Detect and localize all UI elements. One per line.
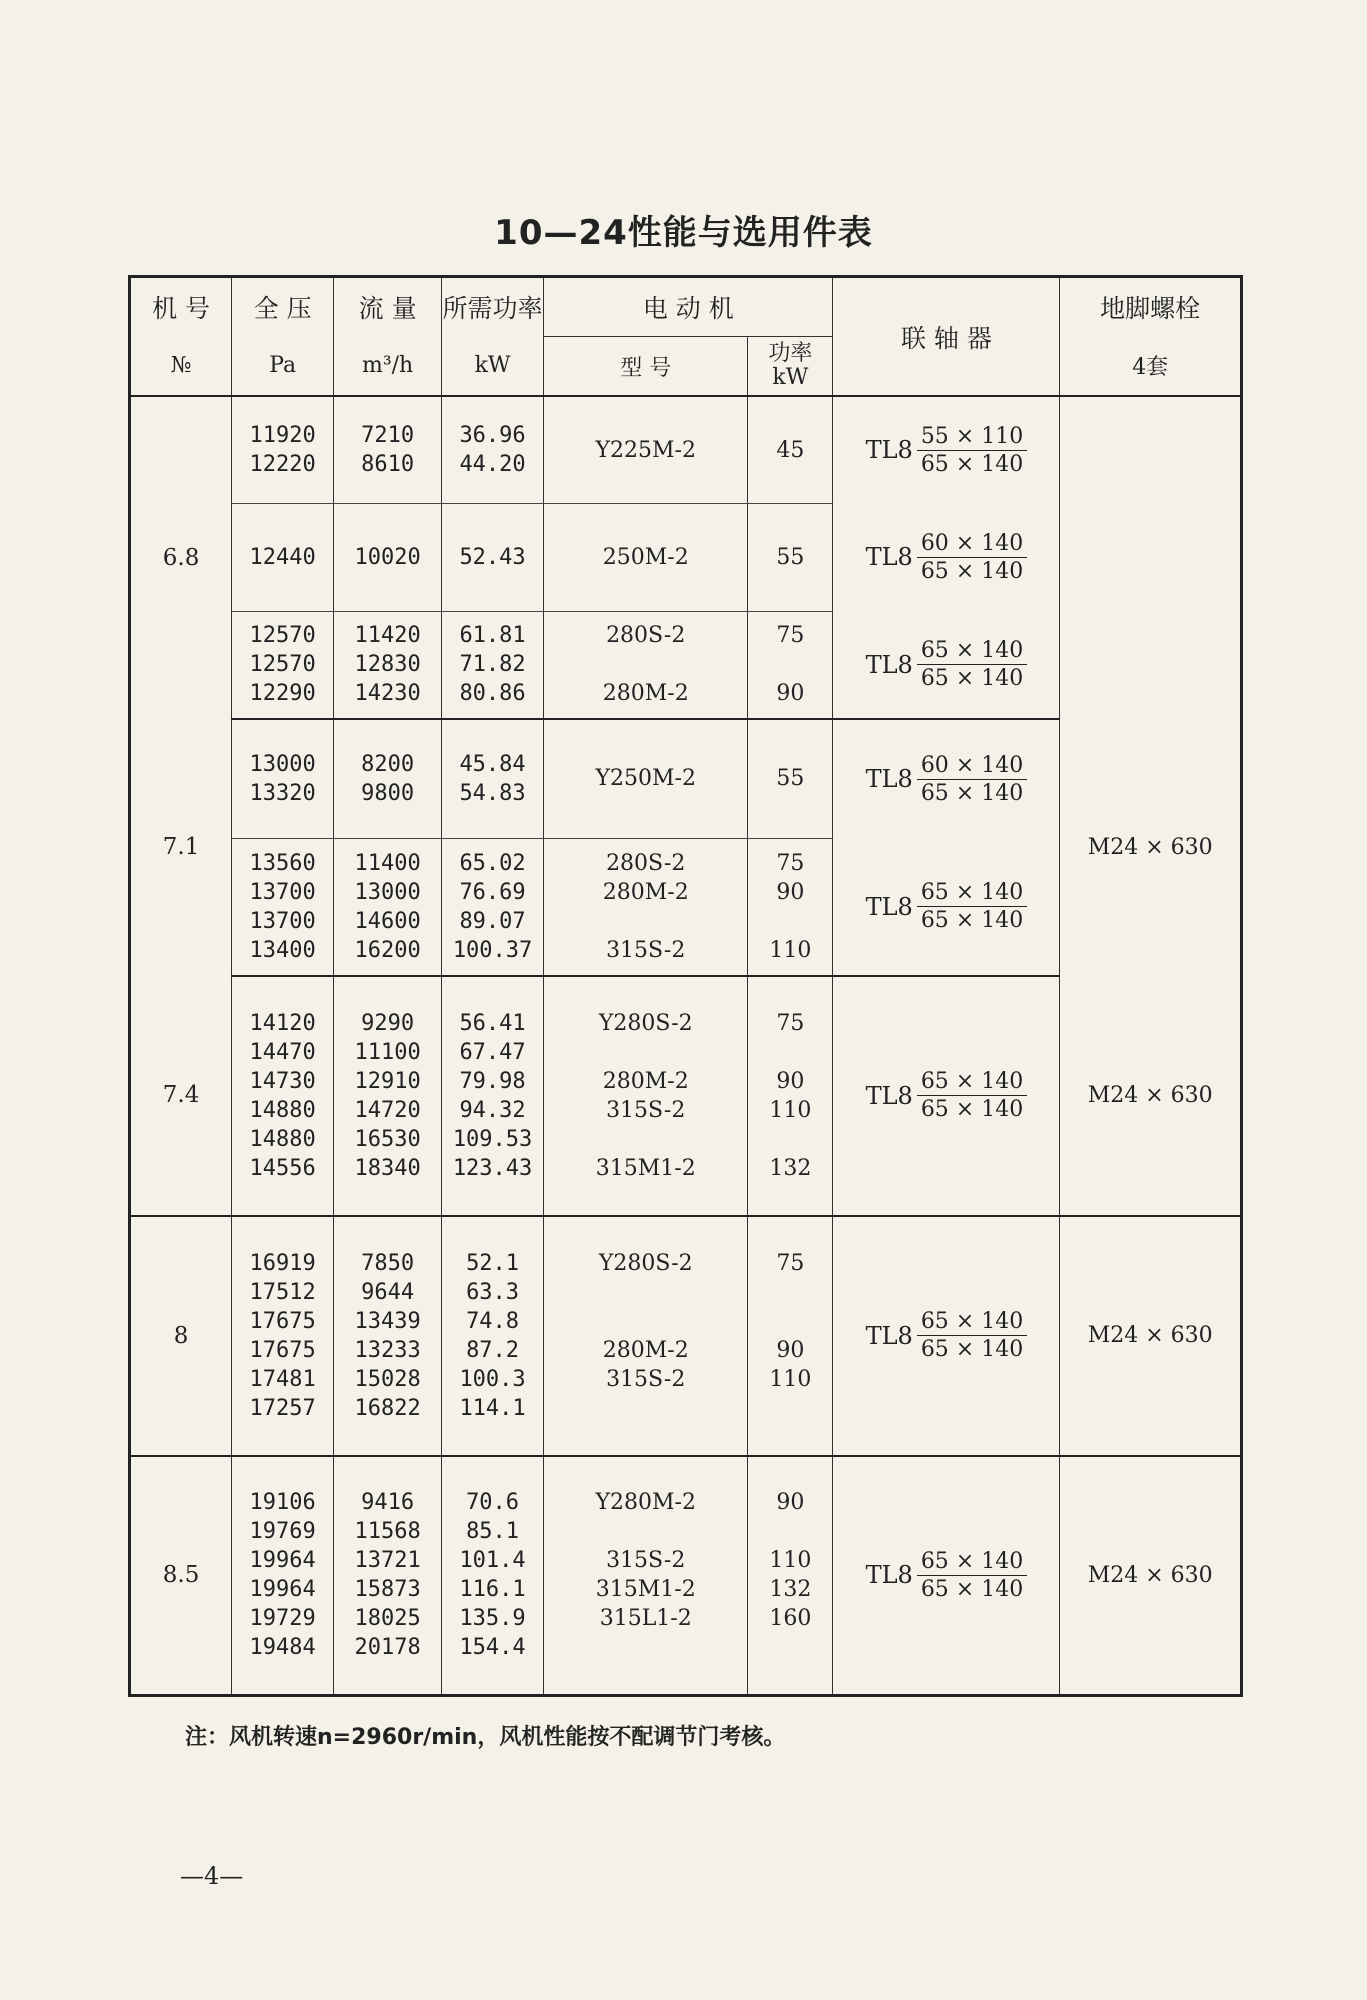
pressure-value: 12440 (249, 544, 316, 570)
power-value: 45.84 (459, 751, 526, 777)
motor-power-value: 90 (776, 1337, 805, 1363)
page-title: 10—24性能与选用件表 (494, 213, 873, 253)
flow-cell (334, 976, 442, 1216)
coupling-bore-top: 65 × 140 (917, 1309, 1027, 1336)
power-value: 123.43 (452, 1155, 533, 1181)
pressure-value: 14880 (249, 1126, 316, 1152)
motor-model-value: 280M-2 (602, 681, 689, 707)
motor-model-value: Y250M-2 (595, 766, 696, 792)
table-row (130, 1456, 1242, 1696)
coupling-fraction (917, 424, 1027, 477)
flow-value: 11568 (354, 1519, 421, 1545)
flow-value: 14230 (354, 681, 421, 707)
coupling-spec (866, 1549, 1028, 1602)
pressure-value: 14470 (249, 1039, 316, 1065)
flow-value: 11400 (354, 850, 421, 876)
power-value: 67.47 (459, 1039, 526, 1065)
performance-table (128, 275, 1243, 1697)
power-value: 100.37 (452, 937, 533, 963)
bolt-cell: M24 × 630 (1060, 719, 1242, 976)
motor-model-value: Y280S-2 (598, 1250, 693, 1276)
motor-power-value (748, 650, 832, 679)
pressure-value: 13700 (249, 879, 316, 905)
pressure-value: 17675 (249, 1337, 316, 1363)
flow-cell (334, 1216, 442, 1456)
power-value: 100.3 (459, 1366, 526, 1392)
flow-value: 11100 (354, 1039, 421, 1065)
coupling-type: TL8 (865, 892, 913, 921)
coupling-bore-top: 55 × 110 (917, 424, 1027, 451)
pressure-value: 17257 (249, 1395, 316, 1421)
coupling-type: TL8 (865, 765, 913, 794)
motor-model-value: 315L1-2 (599, 1606, 692, 1632)
flow-value: 13439 (354, 1308, 421, 1334)
motor-power-value (748, 1517, 832, 1546)
motor-power-value: 160 (769, 1606, 812, 1632)
motor-power-value (748, 1633, 832, 1662)
motor-model-value (544, 650, 747, 679)
flow-value: 7210 (361, 423, 415, 449)
coupling-bore-bottom: 65 × 140 (920, 908, 1024, 934)
header-bolt-qty: 4套 (1060, 337, 1242, 397)
flow-value: 8610 (361, 452, 415, 478)
coupling-type: TL8 (865, 1561, 913, 1590)
header-motor: 电 动 机 (544, 277, 833, 337)
pressure-cell (232, 838, 334, 975)
coupling-cell (833, 719, 1060, 838)
coupling-bore-bottom: 65 × 140 (920, 1576, 1024, 1602)
coupling-bore-bottom: 65 × 140 (920, 1337, 1024, 1363)
motor-power-value (748, 907, 832, 936)
motor-power-value (748, 1278, 832, 1307)
pressure-value: 12220 (249, 452, 316, 478)
header-motor-power-label: 功率 (768, 341, 813, 366)
motor-model-value: 315S-2 (606, 1366, 686, 1392)
motor-model-value: 280S-2 (606, 623, 686, 649)
coupling-bore-bottom: 65 × 140 (920, 780, 1024, 806)
flow-value: 12830 (354, 652, 421, 678)
motor-model-cell (544, 838, 748, 975)
table-row (130, 1216, 1242, 1456)
bolt-cell: M24 × 630 (1060, 1456, 1242, 1696)
flow-cell (334, 1456, 442, 1696)
header-pressure: 全 压 (232, 277, 334, 337)
power-value: 89.07 (459, 908, 526, 934)
coupling-bore-top: 60 × 140 (917, 531, 1027, 558)
flow-cell (334, 396, 442, 504)
motor-model-value (544, 1394, 747, 1423)
motor-power-value: 132 (769, 1155, 812, 1181)
power-value: 114.1 (459, 1395, 526, 1421)
machine-no-cell: 8 (130, 1216, 232, 1456)
power-value: 135.9 (459, 1606, 526, 1632)
pressure-value: 13560 (249, 850, 316, 876)
pressure-value: 12570 (249, 623, 316, 649)
motor-power-value: 55 (776, 766, 805, 792)
pressure-value: 19769 (249, 1519, 316, 1545)
header-power: 所需功率 (442, 277, 544, 337)
coupling-bore-bottom: 65 × 140 (920, 1097, 1024, 1123)
pressure-value: 19484 (249, 1635, 316, 1661)
flow-cell (334, 838, 442, 975)
header-pressure-unit: Pa (232, 337, 334, 397)
motor-power-value: 75 (776, 850, 805, 876)
table-row (130, 396, 1242, 504)
power-value: 52.1 (466, 1250, 520, 1276)
coupling-cell (833, 611, 1060, 719)
power-value: 116.1 (459, 1577, 526, 1603)
power-value: 56.41 (459, 1010, 526, 1036)
motor-power-value: 90 (776, 879, 805, 905)
motor-model-value: 315M1-2 (595, 1155, 696, 1181)
motor-model-cell (544, 976, 748, 1216)
coupling-cell (833, 504, 1060, 612)
pressure-value: 17512 (249, 1279, 316, 1305)
power-cell (442, 504, 544, 612)
pressure-value: 14120 (249, 1010, 316, 1036)
flow-value: 14720 (354, 1097, 421, 1123)
motor-power-value: 45 (776, 437, 805, 463)
bolt-cell (1060, 396, 1242, 719)
flow-value: 14600 (354, 908, 421, 934)
motor-model-value: Y280S-2 (598, 1010, 693, 1036)
motor-power-value (748, 1394, 832, 1423)
flow-value: 8200 (361, 751, 415, 777)
motor-power-cell (748, 1456, 833, 1696)
pressure-value: 13700 (249, 908, 316, 934)
power-value: 85.1 (466, 1519, 520, 1545)
motor-power-cell (748, 1216, 833, 1456)
pressure-cell (232, 504, 334, 612)
header-flow: 流 量 (334, 277, 442, 337)
machine-no-cell: 7.1 (130, 719, 232, 976)
flow-value: 9290 (361, 1010, 415, 1036)
motor-power-cell (748, 611, 833, 719)
coupling-fraction (917, 1069, 1027, 1122)
pressure-value: 19106 (249, 1490, 316, 1516)
flow-value: 9416 (361, 1490, 415, 1516)
pressure-value: 14556 (249, 1155, 316, 1181)
power-value: 79.98 (459, 1068, 526, 1094)
coupling-fraction (917, 880, 1027, 933)
power-value: 109.53 (452, 1126, 533, 1152)
pressure-cell (232, 396, 334, 504)
motor-power-value: 132 (769, 1577, 812, 1603)
coupling-cell (833, 1456, 1060, 1696)
flow-value: 15873 (354, 1577, 421, 1603)
header-machine-no: 机 号 (130, 277, 232, 337)
coupling-fraction (917, 531, 1027, 584)
pressure-value: 13320 (249, 780, 316, 806)
pressure-value: 16919 (249, 1250, 316, 1276)
motor-power-value: 90 (776, 1490, 805, 1516)
motor-model-value: 315S-2 (606, 937, 686, 963)
power-value: 80.86 (459, 681, 526, 707)
motor-model-value: 280M-2 (602, 879, 689, 905)
power-value: 154.4 (459, 1635, 526, 1661)
flow-value: 12910 (354, 1068, 421, 1094)
flow-value: 16530 (354, 1126, 421, 1152)
coupling-bore-bottom: 65 × 140 (920, 451, 1024, 477)
power-value: 61.81 (459, 623, 526, 649)
motor-model-value (544, 1517, 747, 1546)
motor-model-value (544, 1307, 747, 1336)
motor-model-value (544, 1633, 747, 1662)
machine-no-cell: 7.4 (130, 976, 232, 1216)
coupling-bore-top: 65 × 140 (917, 638, 1027, 665)
motor-model-value: 280M-2 (602, 1068, 689, 1094)
header-power-unit: kW (442, 337, 544, 397)
coupling-bore-bottom: 65 × 140 (920, 558, 1024, 584)
power-value: 70.6 (466, 1490, 520, 1516)
flow-value: 13000 (354, 879, 421, 905)
motor-power-value: 110 (769, 937, 812, 963)
motor-model-value: Y225M-2 (595, 437, 696, 463)
coupling-type: TL8 (865, 436, 913, 465)
motor-power-cell (748, 976, 833, 1216)
table-body (130, 396, 1242, 1696)
motor-model-cell (544, 396, 748, 504)
coupling-type: TL8 (865, 543, 913, 572)
pressure-value: 14730 (249, 1068, 316, 1094)
flow-value: 9644 (361, 1279, 415, 1305)
header-flow-unit: m³/h (334, 337, 442, 397)
coupling-spec (866, 638, 1028, 691)
pressure-value: 13000 (249, 751, 316, 777)
power-cell (442, 611, 544, 719)
flow-value: 13233 (354, 1337, 421, 1363)
motor-power-cell (748, 719, 833, 838)
pressure-value: 19729 (249, 1606, 316, 1632)
table-row (130, 976, 1242, 1216)
table-note: 注：风机转速n=2960r/min，风机性能按不配调节门考核。 (185, 1725, 786, 1750)
motor-model-value: 315S-2 (606, 1097, 686, 1123)
power-value: 65.02 (459, 850, 526, 876)
pressure-cell (232, 611, 334, 719)
power-value: 101.4 (459, 1548, 526, 1574)
power-value: 71.82 (459, 652, 526, 678)
page-number: —4— (180, 1862, 244, 1890)
motor-model-value: Y280M-2 (595, 1490, 696, 1516)
motor-power-value: 75 (776, 1010, 805, 1036)
motor-model-value: 280M-2 (602, 1337, 689, 1363)
power-value: 87.2 (466, 1337, 520, 1363)
motor-power-value: 75 (776, 623, 805, 649)
power-value: 44.20 (459, 452, 526, 478)
coupling-spec (866, 531, 1028, 584)
coupling-cell (833, 1216, 1060, 1456)
pressure-value: 12290 (249, 681, 316, 707)
motor-power-value: 110 (769, 1366, 812, 1392)
flow-value: 20178 (354, 1635, 421, 1661)
flow-cell (334, 719, 442, 838)
bolt-cell: M24 × 630 (1060, 976, 1242, 1216)
motor-model-cell (544, 611, 748, 719)
motor-model-value: 280S-2 (606, 850, 686, 876)
pressure-value: 17481 (249, 1366, 316, 1392)
motor-model-value (544, 1038, 747, 1067)
header-bolt: 地脚螺栓 (1060, 277, 1242, 337)
power-value: 54.83 (459, 780, 526, 806)
coupling-cell (833, 838, 1060, 975)
coupling-fraction (917, 1549, 1027, 1602)
power-value: 36.96 (459, 423, 526, 449)
header-motor-power (748, 337, 833, 397)
motor-power-value (748, 1038, 832, 1067)
coupling-cell (833, 396, 1060, 504)
motor-power-value: 110 (769, 1097, 812, 1123)
motor-model-value (544, 1278, 747, 1307)
motor-power-value (748, 1307, 832, 1336)
pressure-cell (232, 1456, 334, 1696)
motor-power-cell (748, 504, 833, 612)
pressure-value: 13400 (249, 937, 316, 963)
motor-power-value: 90 (776, 681, 805, 707)
flow-cell (334, 611, 442, 719)
coupling-bore-top: 60 × 140 (917, 753, 1027, 780)
motor-model-cell (544, 1216, 748, 1456)
pressure-value: 11920 (249, 423, 316, 449)
motor-power-cell (748, 838, 833, 975)
flow-value: 16822 (354, 1395, 421, 1421)
header-machine-no-symbol: № (130, 337, 232, 397)
power-cell (442, 719, 544, 838)
coupling-spec (866, 880, 1028, 933)
power-cell (442, 396, 544, 504)
bolt-cell: M24 × 630 (1060, 1216, 1242, 1456)
pressure-value: 19964 (249, 1548, 316, 1574)
coupling-bore-bottom: 65 × 140 (920, 666, 1024, 692)
motor-model-cell (544, 504, 748, 612)
header-motor-power-unit: kW (772, 365, 809, 390)
motor-power-value: 110 (769, 1548, 812, 1574)
motor-model-value: 315S-2 (606, 1548, 686, 1574)
power-cell (442, 838, 544, 975)
pressure-cell (232, 719, 334, 838)
power-value: 94.32 (459, 1097, 526, 1123)
coupling-spec (866, 1309, 1028, 1362)
machine-no-cell: 8.5 (130, 1456, 232, 1696)
coupling-bore-top: 65 × 140 (917, 1549, 1027, 1576)
pressure-value: 17675 (249, 1308, 316, 1334)
motor-model-value (544, 907, 747, 936)
coupling-type: TL8 (865, 1081, 913, 1110)
coupling-fraction (917, 638, 1027, 691)
coupling-type: TL8 (865, 650, 913, 679)
power-cell (442, 976, 544, 1216)
header-coupling: 联 轴 器 (833, 277, 1060, 397)
coupling-cell (833, 976, 1060, 1216)
motor-power-value: 55 (776, 544, 805, 570)
coupling-type: TL8 (865, 1321, 913, 1350)
coupling-fraction (917, 1309, 1027, 1362)
motor-model-value: 315M1-2 (595, 1577, 696, 1603)
flow-value: 18340 (354, 1155, 421, 1181)
flow-value: 10020 (354, 544, 421, 570)
pressure-cell (232, 1216, 334, 1456)
machine-no-cell: 6.8 (130, 396, 232, 719)
pressure-value: 14880 (249, 1097, 316, 1123)
motor-power-value: 75 (776, 1250, 805, 1276)
motor-model-cell (544, 1456, 748, 1696)
flow-value: 15028 (354, 1366, 421, 1392)
coupling-spec (866, 424, 1028, 477)
coupling-bore-top: 65 × 140 (917, 1069, 1027, 1096)
flow-value: 11420 (354, 623, 421, 649)
power-value: 74.8 (466, 1308, 520, 1334)
power-value: 52.43 (459, 544, 526, 570)
power-value: 63.3 (466, 1279, 520, 1305)
flow-value: 18025 (354, 1606, 421, 1632)
motor-power-value: 90 (776, 1068, 805, 1094)
flow-value: 9800 (361, 780, 415, 806)
coupling-spec (866, 1069, 1028, 1122)
coupling-bore-top: 65 × 140 (917, 880, 1027, 907)
coupling-spec (866, 753, 1028, 806)
pressure-cell (232, 976, 334, 1216)
power-cell (442, 1216, 544, 1456)
motor-model-cell (544, 719, 748, 838)
header-motor-model: 型 号 (544, 337, 748, 397)
motor-power-cell (748, 396, 833, 504)
motor-model-value: 250M-2 (602, 544, 689, 570)
pressure-value: 12570 (249, 652, 316, 678)
motor-power-value (748, 1125, 832, 1154)
flow-cell (334, 504, 442, 612)
flow-value: 16200 (354, 937, 421, 963)
flow-value: 7850 (361, 1250, 415, 1276)
coupling-fraction (917, 753, 1027, 806)
pressure-value: 19964 (249, 1577, 316, 1603)
power-cell (442, 1456, 544, 1696)
table-row (130, 719, 1242, 838)
motor-model-value (544, 1125, 747, 1154)
power-value: 76.69 (459, 879, 526, 905)
flow-value: 13721 (354, 1548, 421, 1574)
